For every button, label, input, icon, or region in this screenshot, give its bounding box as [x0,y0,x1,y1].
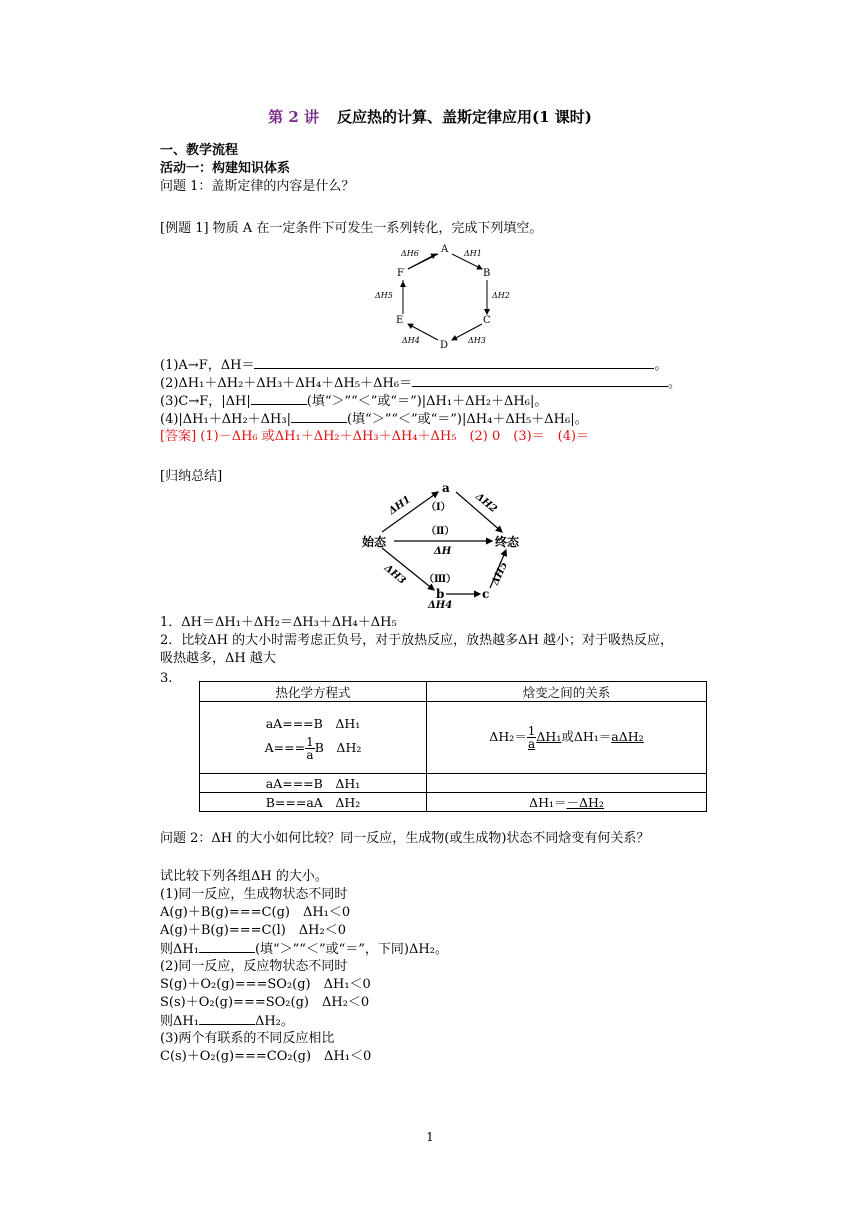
table-cell [427,774,707,793]
dh3-label: ΔH3 [381,562,408,587]
table-header: 热化学方程式 [200,682,427,702]
summary-point-2b: 吸热越多，ΔH 越大 [160,651,276,666]
equation: S(g)＋O₂(g)===SO₂(g) ΔH₁＜0 [160,977,371,992]
example-item-3: (3)C→F，|ΔH| (填“＞”“＜”或“＝”)|ΔH₁＋ΔH₂＋ΔH₆|。 [160,394,548,409]
edge-dh4: ΔH4 [402,336,420,345]
blank-1[interactable] [254,356,654,369]
enthalpy-relation-table [199,681,707,812]
node-b: B [483,268,491,279]
intermediate-b: b [436,587,445,601]
table-header: 焓变之间的关系 [427,682,707,702]
edge-dh5: ΔH5 [375,291,393,300]
lecture-number: 第 2 讲 [268,108,320,126]
dh4-label: ΔH4 [428,600,453,610]
summary-point-2a: 2．比较ΔH 的大小时需考虑正负号，对于放热反应，放热越多ΔH 越小；对于吸热反应， [160,633,673,648]
activity-heading: 活动一：构建知识体系 [160,161,291,176]
compare-case-1: (1)同一反应，生成物状态不同时 [160,887,348,902]
example-item-2: (2)ΔH₁＋ΔH₂＋ΔH₃＋ΔH₄＋ΔH₅＋ΔH₆＝ 。 [160,376,682,391]
table-row [200,793,707,812]
section-heading: 一、教学流程 [160,143,239,158]
example-item-1: (1)A→F，ΔH＝ 。 [160,358,668,373]
route-3-label: （Ⅲ） [424,574,457,585]
table-header-row [200,682,707,702]
blank-4[interactable] [291,410,347,423]
question-2: 问题 2：ΔH 的大小如何比较？同一反应，生成物(或生成物)状态不同焓变有何关系？ [160,831,650,846]
page-title [0,106,860,127]
table-cell: aA===B ΔH₁ [200,774,427,793]
node-c: C [483,315,491,326]
hess-law-diagram [360,482,532,610]
summary-point-1: 1．ΔH＝ΔH₁＋ΔH₂＝ΔH₃＋ΔH₄＋ΔH₅ [160,615,397,630]
example-1-stem: [例题 1] 物质 A 在一定条件下可发生一系列转化，完成下列填空。 [160,221,543,236]
dh2-label: ΔH2 [473,491,499,516]
example-answer: [答案] (1)－ΔH₆ 或ΔH₁＋ΔH₂＋ΔH₃＋ΔH₄＋ΔH₅ (2) 0 (3)＝ (4)＝ [160,429,590,444]
lecture-topic: 反应热的计算、盖斯定律应用(1 课时) [337,108,592,126]
node-a: A [441,244,449,255]
equation: A(g)＋B(g)===C(g) ΔH₁＜0 [160,905,351,920]
route-1-label: （Ⅰ） [426,502,451,513]
blank-3[interactable] [251,392,307,405]
edge-dh2: ΔH2 [492,291,510,300]
edge-dh3: ΔH3 [468,336,486,345]
equation: A=== $\frac{1}{a}$ B ΔH₂ [264,735,362,762]
summary-heading: [归纳总结] [160,469,223,484]
hexagon-cycle-diagram [370,240,520,352]
compare-case-2: (2)同一反应，反应物状态不同时 [160,959,348,974]
compare-case-3: (3)两个有联系的不同反应相比 [160,1031,335,1046]
intermediate-a: a [442,482,450,495]
table-cell: B===aA ΔH₂ [200,793,427,812]
start-state: 始态 [362,535,387,549]
node-d: D [440,340,449,351]
example-item-4: (4)|ΔH₁＋ΔH₂＋ΔH₃| (填“＞”“＜”或“＝”)|ΔH₄＋ΔH₅＋ΔH₆|。 [160,412,588,427]
route-2-label: （Ⅱ） [426,526,455,537]
table-cell: ΔH₁＝－ΔH₂ [427,793,707,812]
equation: S(s)＋O₂(g)===SO₂(g) ΔH₂＜0 [160,995,370,1010]
summary-point-3: 3. [160,671,173,686]
end-state: 终态 [495,535,520,549]
blank-5[interactable] [199,940,255,953]
blank-2[interactable] [412,374,668,387]
dh1-label: ΔH1 [386,494,413,518]
blank-6[interactable] [199,1012,255,1025]
table-row [200,774,707,793]
equation: A(g)＋B(g)===C(l) ΔH₂＜0 [160,923,347,938]
table-row [200,702,707,774]
compare-question-1: 则ΔH₁ (填“＞”“＜”或“＝”，下同)ΔH₂。 [160,942,448,957]
question-1: 问题 1：盖斯定律的内容是什么？ [160,179,355,194]
node-f: F [397,268,404,279]
equation: C(s)＋O₂(g)===CO₂(g) ΔH₁＜0 [160,1049,372,1064]
dh5-label: ΔH5 [489,560,511,587]
compare-question-2: 则ΔH₁ ΔH₂。 [160,1014,294,1029]
table-cell: ΔH₂＝ $\frac{1}{a}$ ΔH₁或ΔH₁＝aΔH₂ [427,702,707,774]
intermediate-c: c [482,587,490,601]
table-cell [200,702,427,774]
compare-intro: 试比较下列各组ΔH 的大小。 [160,869,328,884]
page-number: 1 [426,1130,434,1144]
edge-dh1: ΔH1 [464,249,482,258]
dh-label: ΔH [434,546,452,557]
node-e: E [396,315,404,326]
edge-dh6: ΔH6 [401,249,419,258]
equation: aA===B ΔH₁ [265,716,361,731]
